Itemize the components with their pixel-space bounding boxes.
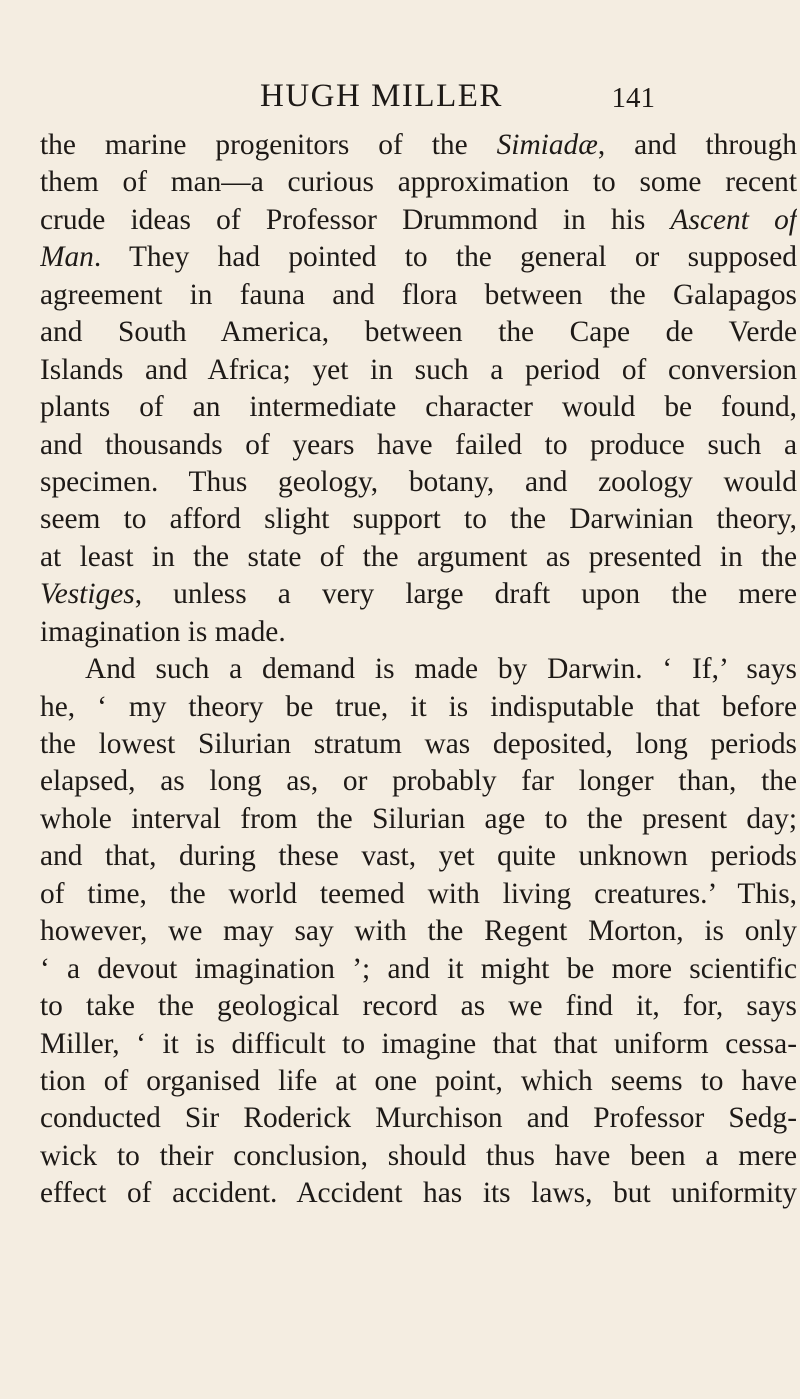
text-segment: , and through <box>597 129 797 161</box>
text-segment: plants of an intermediate character would be found, <box>40 391 797 424</box>
text-line <box>40 651 797 688</box>
text-line <box>40 1100 797 1137</box>
italic-text: Ascent of <box>670 203 797 236</box>
text-segment: at least in the state of the argument as presented in the <box>40 540 797 573</box>
text-line <box>40 464 797 501</box>
text-segment: specimen. Thus geology, botany, and zoology would <box>40 465 797 498</box>
text-line <box>40 876 797 913</box>
text-segment: of time, the world teemed with living creatures.’ This, <box>40 877 797 910</box>
running-head <box>145 72 655 120</box>
text-segment: conducted Sir Roderick Murchison and Professor Sedg- <box>40 1102 797 1135</box>
text-line <box>40 164 797 201</box>
text-line <box>40 838 797 875</box>
text-segment: he, ‘ my theory be true, it is indisputable that before <box>40 690 797 723</box>
text-segment: whole interval from the Silurian age to the present day; <box>40 802 797 835</box>
text-line <box>40 127 797 164</box>
text-line <box>40 314 797 351</box>
text-segment: tion of organised life at one point, which seems to have <box>40 1064 797 1097</box>
running-head-title: HUGH MILLER <box>260 78 503 114</box>
italic-text: Simiadæ <box>496 129 598 161</box>
text-segment: imagination is made. <box>40 615 286 648</box>
text-line <box>40 763 797 800</box>
text-line <box>40 726 797 763</box>
text-segment: seem to afford slight support to the Darwinian theory, <box>40 503 797 536</box>
text-segment: crude ideas of Professor Drummond in his <box>40 203 671 236</box>
text-segment: agreement in fauna and flora between the Galapagos <box>40 278 797 311</box>
text-line <box>40 988 797 1025</box>
text-segment: and South America, between the Cape de Verde <box>40 316 797 349</box>
text-line <box>40 1063 797 1100</box>
text-segment: effect of accident. Accident has its laws, but uniformity <box>40 1177 797 1210</box>
text-line <box>40 951 797 988</box>
text-line <box>40 389 797 426</box>
text-line <box>40 1175 797 1212</box>
page-number: 141 <box>611 82 655 114</box>
text-line <box>40 277 797 314</box>
text-line <box>40 913 797 950</box>
italic-text: Man <box>40 241 94 274</box>
text-segment: and thousands of years have failed to produce such a <box>40 428 797 461</box>
text-line <box>40 1026 797 1063</box>
text-segment: the marine progenitors of the <box>40 129 497 161</box>
text-line <box>40 427 797 464</box>
text-segment: and that, during these vast, yet quite unknown periods <box>40 840 797 873</box>
text-line <box>40 689 797 726</box>
text-segment: the lowest Silurian stratum was deposited, long periods <box>40 728 797 760</box>
text-segment: , unless a very large draft upon the mere <box>134 578 797 611</box>
text-line <box>40 352 797 389</box>
text-segment: them of man—a curious approximation to some recent <box>40 166 797 199</box>
body-text <box>40 127 797 1213</box>
text-line <box>40 1138 797 1175</box>
text-line <box>40 801 797 838</box>
text-segment: to take the geological record as we find it, for, says <box>40 990 797 1023</box>
text-line <box>40 239 797 276</box>
text-segment: elapsed, as long as, or probably far longer than, the <box>40 765 797 798</box>
text-segment: wick to their conclusion, should thus have been a mere <box>40 1139 797 1172</box>
text-line <box>40 539 797 576</box>
text-line <box>40 501 797 538</box>
text-segment: And such a demand is made by Darwin. ‘ If,’ says <box>85 653 797 686</box>
text-line <box>40 202 797 239</box>
text-segment: Islands and Africa; yet in such a period of conversion <box>40 353 797 386</box>
text-line <box>40 576 797 613</box>
italic-text: Vestiges <box>40 578 135 611</box>
text-segment: however, we may say with the Regent Morton, is only <box>40 915 797 948</box>
text-segment: ‘ a devout imagination ’; and it might be more scientific <box>40 952 797 985</box>
text-line <box>40 614 797 651</box>
text-segment: . They had pointed to the general or supposed <box>93 241 797 274</box>
text-segment: Miller, ‘ it is difficult to imagine that that uniform cessa- <box>40 1027 797 1060</box>
